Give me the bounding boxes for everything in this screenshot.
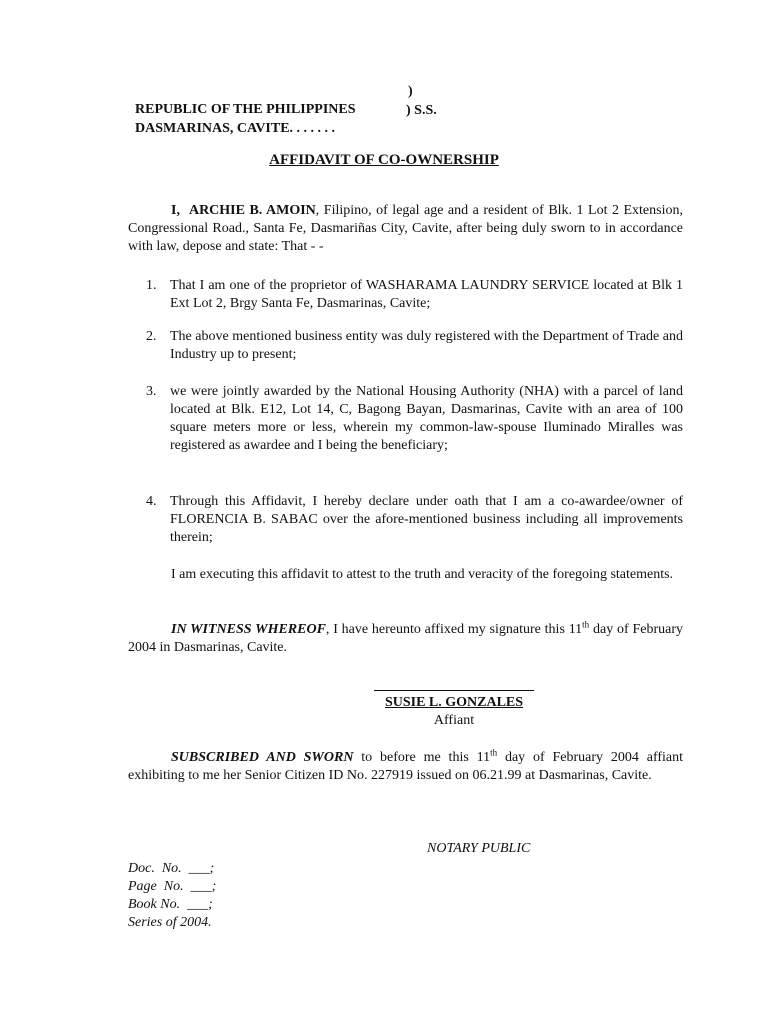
item-text: That I am one of the proprietor of WASHARAMA LAUNDRY SERVICE located at Blk 1 Ext Lot 2, Brgy Santa Fe, Dasmarinas, Cavite;	[170, 278, 683, 311]
item-number: 4.	[146, 494, 157, 509]
witness-paragraph: IN WITNESS WHEREOF, I have hereunto affixed my signature this 11th day of February 2004 in Dasmarinas, Cavite.	[128, 619, 683, 655]
signature-line	[374, 690, 534, 691]
intro-text: , Filipino, of legal age and a resident of Blk. 1 Lot 2 Extension, Congressional Road., Santa Fe, Dasmariñas City, Cavite, after being duly sworn to in accordance with law, depose and state: That - -	[128, 203, 683, 254]
notary-public-label: NOTARY PUBLIC	[427, 841, 531, 856]
venue-line-2	[128, 102, 437, 156]
affiant-signature-name: SUSIE L. GONZALES	[384, 695, 524, 710]
intro-prefix: I,	[171, 203, 180, 218]
affiant-role: Affiant	[433, 713, 475, 728]
list-item	[146, 328, 683, 364]
book-number: Book No. ___;	[128, 897, 213, 912]
subscribed-lead: SUBSCRIBED AND SWORN	[171, 750, 354, 765]
doc-number: Doc. No. ___;	[128, 861, 215, 876]
venue-city: DASMARINAS, CAVITE. . . . . . .	[135, 121, 336, 136]
page-number: Page No. ___;	[128, 879, 217, 894]
item-text: Through this Affidavit, I hereby declare under oath that I am a co-awardee/owner of FLORENCIA B. SABAC over the afore-mentioned business including all improvements therein;	[170, 494, 683, 545]
series-year: Series of 2004.	[128, 915, 212, 930]
list-item	[146, 383, 683, 455]
intro-paragraph	[128, 202, 683, 256]
affiant-name-intro: ARCHIE B. AMOIN	[188, 203, 316, 218]
document-title: AFFIDAVIT OF CO-OWNERSHIP	[269, 152, 499, 168]
item-number: 1.	[146, 278, 157, 293]
item-number: 2.	[146, 329, 157, 344]
venue-ss: ) S.S.	[406, 103, 437, 118]
item-text: we were jointly awarded by the National Housing Authority (NHA) with a parcel of land located at Blk. E12, Lot 14, C, Bagong Bayan, Dasmarinas, Cavite with an area of 100 square meters more or less, wherein my common-law-spouse Iluminado Miralles was registered as awardee and I being the beneficiary;	[170, 384, 683, 453]
list-item	[146, 277, 683, 313]
item-text: The above mentioned business entity was duly registered with the Department of Trade and Industry up to present;	[170, 329, 683, 362]
venue-country: REPUBLIC OF THE PHILIPPINES	[135, 102, 356, 117]
executing-paragraph: I am executing this affidavit to attest to the truth and veracity of the foregoing statements.	[171, 567, 674, 582]
venue-paren: )	[408, 84, 413, 99]
list-item	[146, 493, 683, 547]
subscribed-paragraph: SUBSCRIBED AND SWORN to before me this 11th day of February 2004 affiant exhibiting to me her Senior Citizen ID No. 227919 issued on 06.21.99 at Dasmarinas, Cavite.	[128, 747, 684, 783]
item-number: 3.	[146, 384, 157, 399]
witness-lead: IN WITNESS WHEREOF	[171, 622, 326, 637]
